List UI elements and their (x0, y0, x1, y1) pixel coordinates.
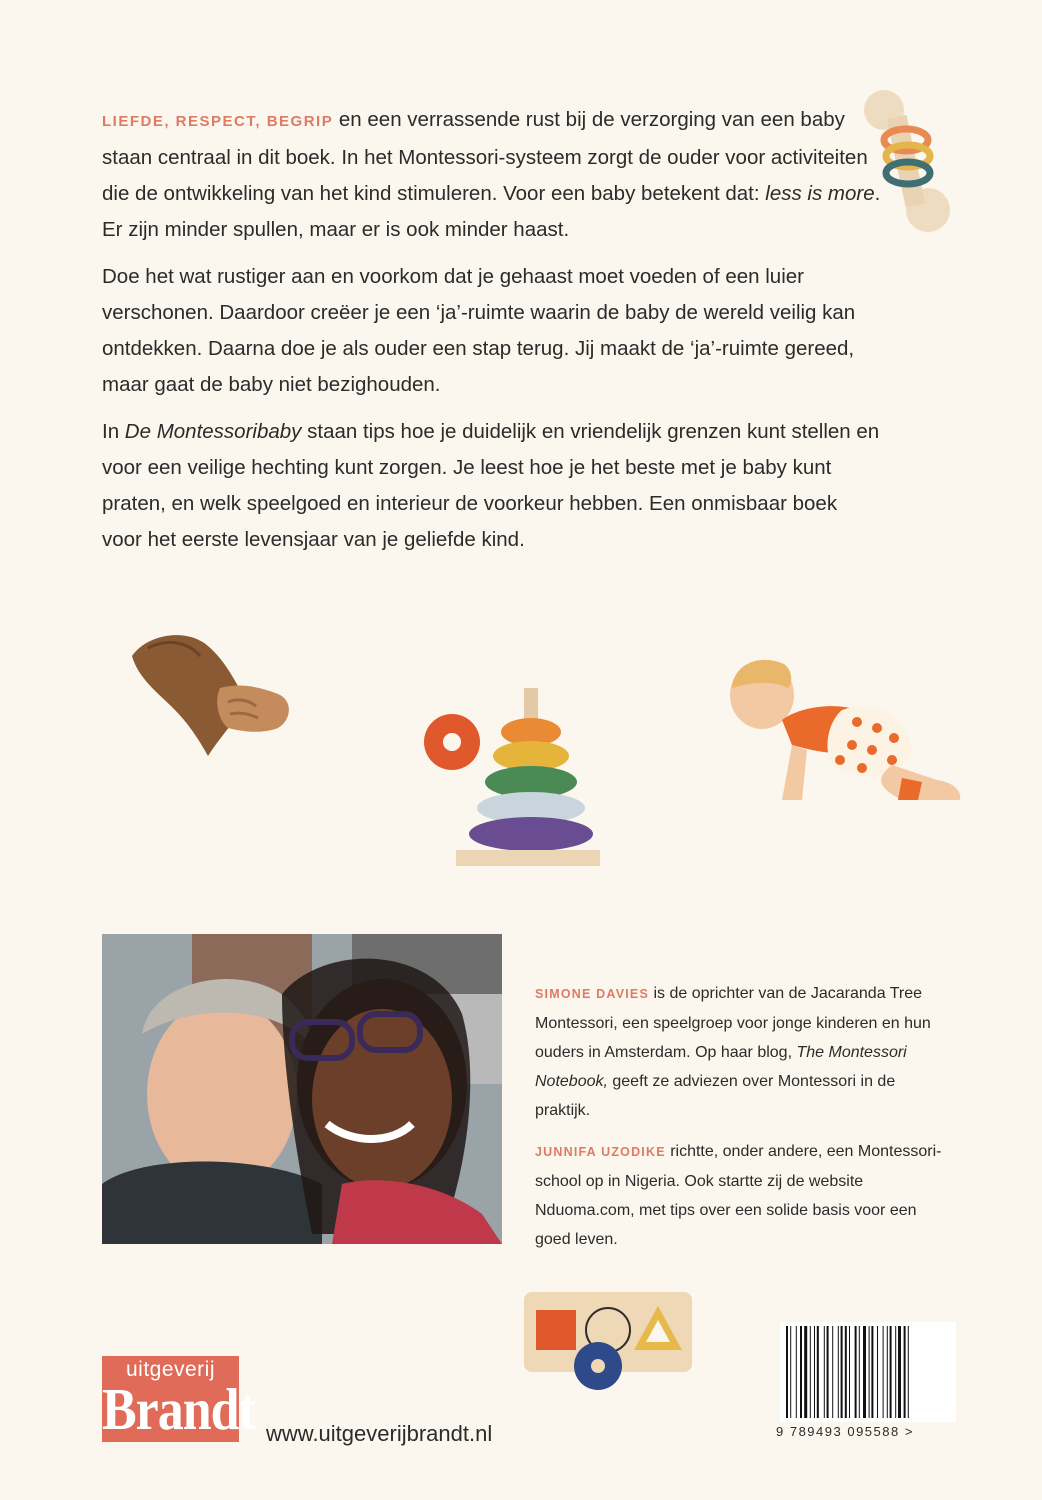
barcode-bar (890, 1326, 892, 1418)
blurb-paragraph-2: Doe het wat rustiger aan en voorkom dat je gehaast moet voeden of een luier verschonen. Daardoor creëer je een ‘ja’-ruimte waarin de baby de wereld veilig kan ontdekken. Daarna doe je als ouder een stap terug. Jij maakt de ‘ja’-ruimte gereed, maar gaat de baby niet bezighouden. (102, 265, 856, 396)
barcode-bar (887, 1326, 888, 1418)
barcode-bar (841, 1326, 843, 1418)
barcode-bar (800, 1326, 802, 1418)
barcode-bar (863, 1326, 866, 1418)
barcode-bar (877, 1326, 878, 1418)
barcode-bar (838, 1326, 839, 1418)
barcode-bar (810, 1326, 811, 1418)
author-bio-junnifa (535, 1137, 945, 1254)
publisher-logo-name: Brandt (102, 1377, 255, 1443)
author-photo (102, 934, 502, 1244)
barcode-bar (855, 1326, 857, 1418)
barcode-bar (804, 1326, 807, 1418)
bio-text: geeft ze adviezen over Montessori in de praktijk. (535, 1073, 896, 1119)
blurb-text: staan tips hoe je duidelijk en vriendelijk grenzen kunt stellen en voor een veilige hechting kunt zorgen. Je leest hoe je het beste met je baby kunt praten, en welk speelgoed en interieur de voorkeur hebben. Een onmisbaar boek voor het eerste levensjaar van je geliefde kind. (102, 420, 880, 551)
barcode-bar (895, 1326, 896, 1418)
barcode-bar (904, 1326, 906, 1418)
barcode-bar (849, 1326, 850, 1418)
blurb-paragraph-1 (102, 102, 882, 248)
barcode-bar (824, 1326, 825, 1418)
hands-illustration (128, 628, 298, 758)
shape-puzzle-illustration (522, 1290, 694, 1396)
barcode-bar (827, 1326, 829, 1418)
publisher-logo (102, 1356, 255, 1443)
crawling-baby-illustration (722, 650, 972, 810)
barcode-bar (786, 1326, 788, 1418)
barcode-bar (845, 1326, 847, 1418)
barcode-bar (871, 1326, 873, 1418)
bio-text: richtte, onder andere, een Montessori-school op in Nigeria. Ook startte zij de website Nduoma.com, met tips over een solide basis voor een goed leven. (535, 1143, 942, 1248)
author-photo-image (102, 934, 502, 1244)
author-name-simone: SIMONE DAVIES (535, 987, 649, 1001)
barcode-bar (790, 1326, 791, 1418)
blurb-paragraph-3 (102, 414, 882, 558)
barcode-bar (817, 1326, 819, 1418)
publisher-logo-top: uitgeverij (125, 1358, 216, 1381)
barcode-bar (883, 1326, 884, 1418)
barcode-bar (796, 1326, 797, 1418)
blurb-text: In (102, 420, 125, 443)
isbn-number: 9 789493 095588 > (776, 1424, 914, 1439)
publisher-url[interactable]: www.uitgeverijbrandt.nl (266, 1421, 493, 1446)
blurb-text: . Er zijn minder spullen, maar er is ook minder haast. (102, 182, 881, 241)
author-bios (535, 979, 945, 1266)
blurb-text: en een verrassende rust bij de verzorging van een baby staan centraal in dit boek. In het Montessori-systeem zorgt de ouder voor activiteiten die de ontwikkeling van het kind stimuleren. Voor een baby betekent dat: (102, 108, 868, 205)
stacking-rings-toy-illustration (420, 684, 604, 870)
isbn-barcode (780, 1322, 956, 1422)
blurb-lead-caps: LIEFDE, RESPECT, BEGRIP (102, 113, 334, 130)
bio-text: is de oprichter van de Jacaranda Tree Montessori, een speelgroep voor jonge kinderen en hun ouders in Amsterdam. Op haar blog, (535, 985, 931, 1061)
blog-title: The Montessori Notebook, (535, 1044, 907, 1090)
barcode-bar (832, 1326, 833, 1418)
author-bio-simone (535, 979, 945, 1125)
barcode-bar (859, 1326, 860, 1418)
blurb-emphasis: less is more (765, 182, 875, 205)
barcode-bar (814, 1326, 815, 1418)
barcode-bar (869, 1326, 870, 1418)
author-name-junnifa: JUNNIFA UZODIKE (535, 1145, 666, 1159)
barcode-bar (898, 1326, 901, 1418)
barcode-bar (908, 1326, 909, 1418)
back-cover-blurb (102, 102, 882, 569)
blurb-book-title: De Montessoribaby (124, 420, 302, 443)
